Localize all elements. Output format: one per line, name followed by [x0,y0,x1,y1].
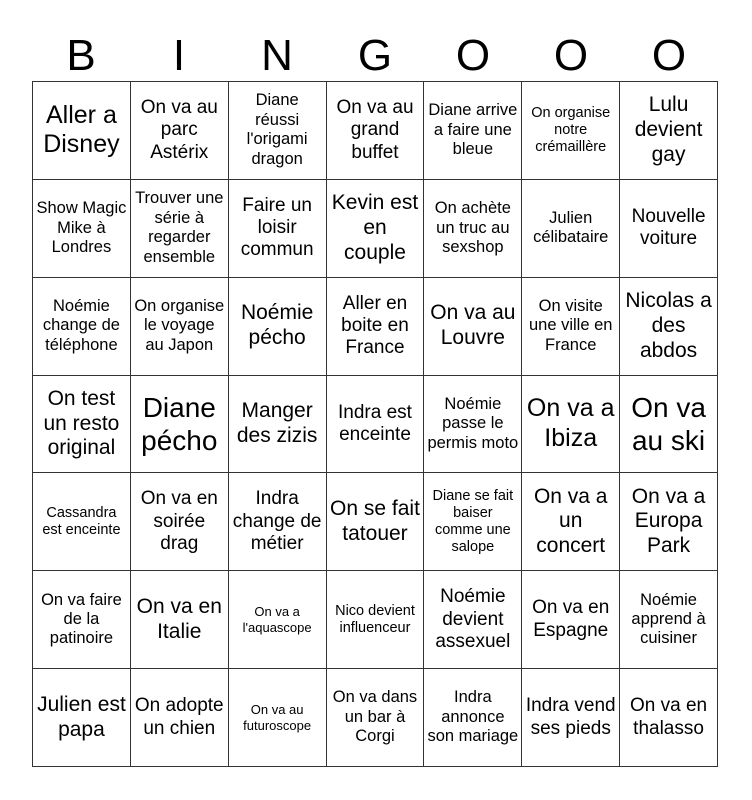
bingo-cell[interactable]: Trouver une série à regarder ensemble [131,180,229,278]
bingo-cell[interactable]: Julien est papa [33,669,131,767]
bingo-cell[interactable]: On va a un concert [522,473,620,571]
bingo-cell[interactable]: Diane arrive a faire une bleue [424,82,522,180]
bingo-cell[interactable]: Nouvelle voiture [620,180,718,278]
bingo-cell[interactable]: On va en Espagne [522,571,620,669]
bingo-cell[interactable]: Indra change de métier [229,473,327,571]
bingo-cell[interactable]: Nico devient influenceur [327,571,425,669]
bingo-cell[interactable]: Indra vend ses pieds [522,669,620,767]
bingo-cell[interactable]: Diane réussi l'origami dragon [229,82,327,180]
bingo-cell[interactable]: Noémie apprend à cuisiner [620,571,718,669]
bingo-cell[interactable]: Diane se fait baiser comme une salope [424,473,522,571]
bingo-cell[interactable]: On va a l'aquascope [229,571,327,669]
bingo-cell[interactable]: Noémie devient assexuel [424,571,522,669]
bingo-cell[interactable]: On va faire de la patinoire [33,571,131,669]
bingo-cell[interactable]: Lulu devient gay [620,82,718,180]
bingo-cell[interactable]: On adopte un chien [131,669,229,767]
bingo-cell[interactable]: On va au Louvre [424,278,522,376]
header-letter: O [651,31,687,80]
bingo-cell[interactable]: Aller a Disney [33,82,131,180]
bingo-cell[interactable]: Cassandra est enceinte [33,473,131,571]
bingo-cell[interactable]: Indra est enceinte [327,376,425,474]
bingo-header [32,30,718,82]
bingo-cell[interactable]: On va dans un bar à Corgi [327,669,425,767]
header-letter: O [455,31,491,80]
bingo-cell[interactable]: Indra annonce son mariage [424,669,522,767]
bingo-cell[interactable]: On va au futuroscope [229,669,327,767]
bingo-cell[interactable]: Diane pécho [131,376,229,474]
bingo-cell[interactable]: On va a Europa Park [620,473,718,571]
bingo-cell[interactable]: On visite une ville en France [522,278,620,376]
bingo-cell[interactable]: Kevin est en couple [327,180,425,278]
bingo-cell[interactable]: Noémie passe le permis moto [424,376,522,474]
bingo-cell[interactable]: On achète un truc au sexshop [424,180,522,278]
bingo-cell[interactable]: Julien célibataire [522,180,620,278]
header-letter: G [357,31,393,80]
bingo-cell[interactable]: On va au parc Astérix [131,82,229,180]
bingo-cell[interactable]: Aller en boite en France [327,278,425,376]
bingo-cell[interactable]: On va en Italie [131,571,229,669]
bingo-cell[interactable]: Noémie change de téléphone [33,278,131,376]
bingo-cell[interactable]: On va au grand buffet [327,82,425,180]
bingo-grid [32,81,718,767]
header-letter: O [553,31,589,80]
bingo-cell[interactable]: On organise notre crémaillère [522,82,620,180]
bingo-cell[interactable]: On va en thalasso [620,669,718,767]
header-letter: B [66,31,96,80]
bingo-cell[interactable]: Show Magic Mike à Londres [33,180,131,278]
bingo-cell[interactable]: On va au ski [620,376,718,474]
bingo-cell[interactable]: On se fait tatouer [327,473,425,571]
header-letter: N [261,31,293,80]
bingo-cell[interactable]: Noémie pécho [229,278,327,376]
bingo-cell[interactable]: On va a Ibiza [522,376,620,474]
bingo-cell[interactable]: Manger des zizis [229,376,327,474]
bingo-cell[interactable]: On test un resto original [33,376,131,474]
bingo-cell[interactable]: Faire un loisir commun [229,180,327,278]
bingo-cell[interactable]: On organise le voyage au Japon [131,278,229,376]
bingo-cell[interactable]: Nicolas a des abdos [620,278,718,376]
bingo-cell[interactable]: On va en soirée drag [131,473,229,571]
header-letter: I [172,31,186,80]
